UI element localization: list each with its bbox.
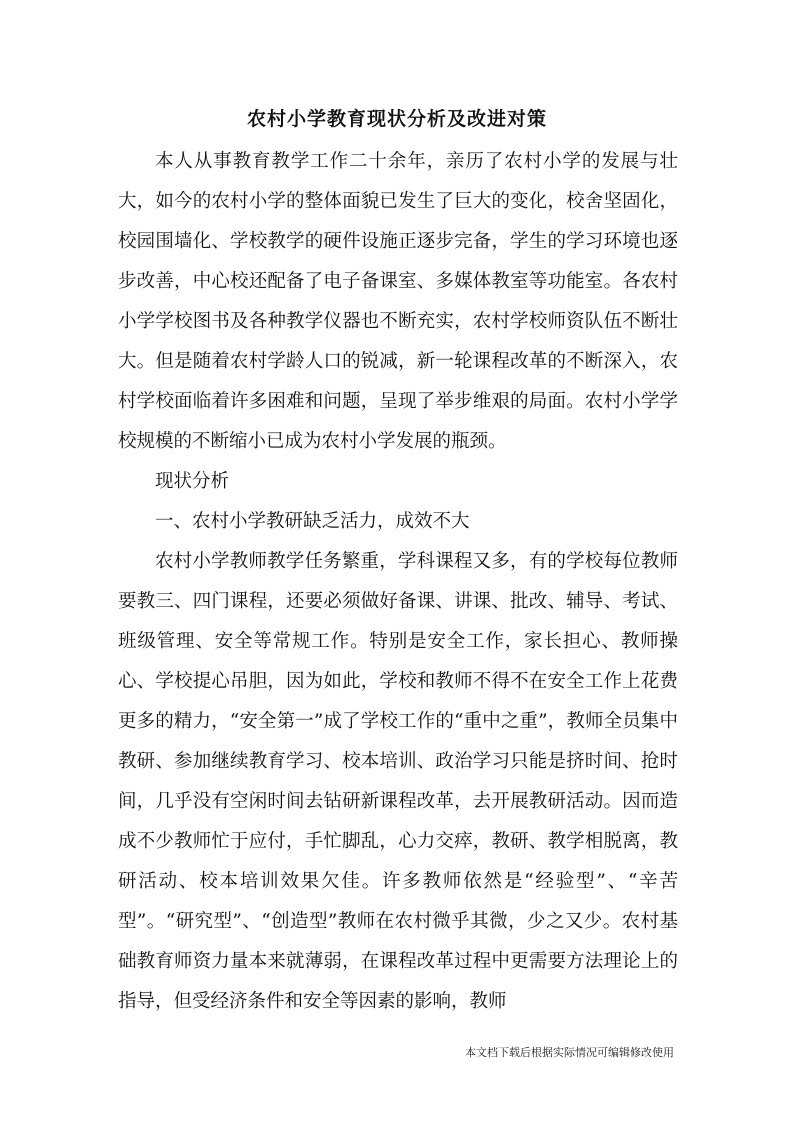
document-body: [118, 142, 678, 1022]
subsection-heading-1: 一、农村小学教研缺乏活力，成效不大: [155, 511, 470, 532]
footer-note: 本文档下载后根据实际情况可编辑修改使用: [465, 1046, 674, 1059]
paragraph-intro: 本人从事教育教学工作二十余年，亲历了农村小学的发展与壮大，如今的农村小学的整体面貌已发生了巨大的变化，校舍坚固化，校园围墙化、学校教学的硬件设施正逐步完备，学生的学习环境也逐步改善，中心校还配备了电子备课室、多媒体教室等功能室。各农村小学学校图书及各种教学仪器也不断充实，农村学校师资队伍不断壮大。但是随着农村学龄人口的锐减，新一轮课程改革的不断深入，农村学校面临着许多困难和问题，呈现了举步维艰的局面。农村小学学校规模的不断缩小已成为农村小学发展的瓶颈。: [118, 151, 678, 452]
section-heading-status: 现状分析: [155, 471, 230, 492]
paragraph-teaching-research: 农村小学教师教学任务繁重，学科课程又多，有的学校每位教师要教三、四门课程，还要必须做好备课、讲课、批改、辅导、考试、班级管理、安全等常规工作。特别是安全工作，家长担心、教师操心、学校提心吊胆，因为如此，学校和教师不得不在安全工作上花费更多的精力，“安全第一”成了学校工作的“重中之重”，教师全员集中教研、参加继续教育学习、校本培训、政治学习只能是挤时间、抢时间，几乎没有空闲时间去钻研新课程改革，去开展教研活动。因而造成不少教师忙于应付，手忙脚乱，心力交瘁，教研、教学相脱离，教研活动、校本培训效果欠佳。许多教师依然是“经验型”、“辛苦型”。“研究型”、“创造型”教师在农村微乎其微，少之又少。农村基础教育师资力量本来就薄弱，在课程改革过程中更需要方法理论上的指导，但受经济条件和安全等因素的影响，教师: [118, 551, 678, 1012]
document-title: 农村小学教育现状分析及改进对策: [246, 108, 547, 130]
